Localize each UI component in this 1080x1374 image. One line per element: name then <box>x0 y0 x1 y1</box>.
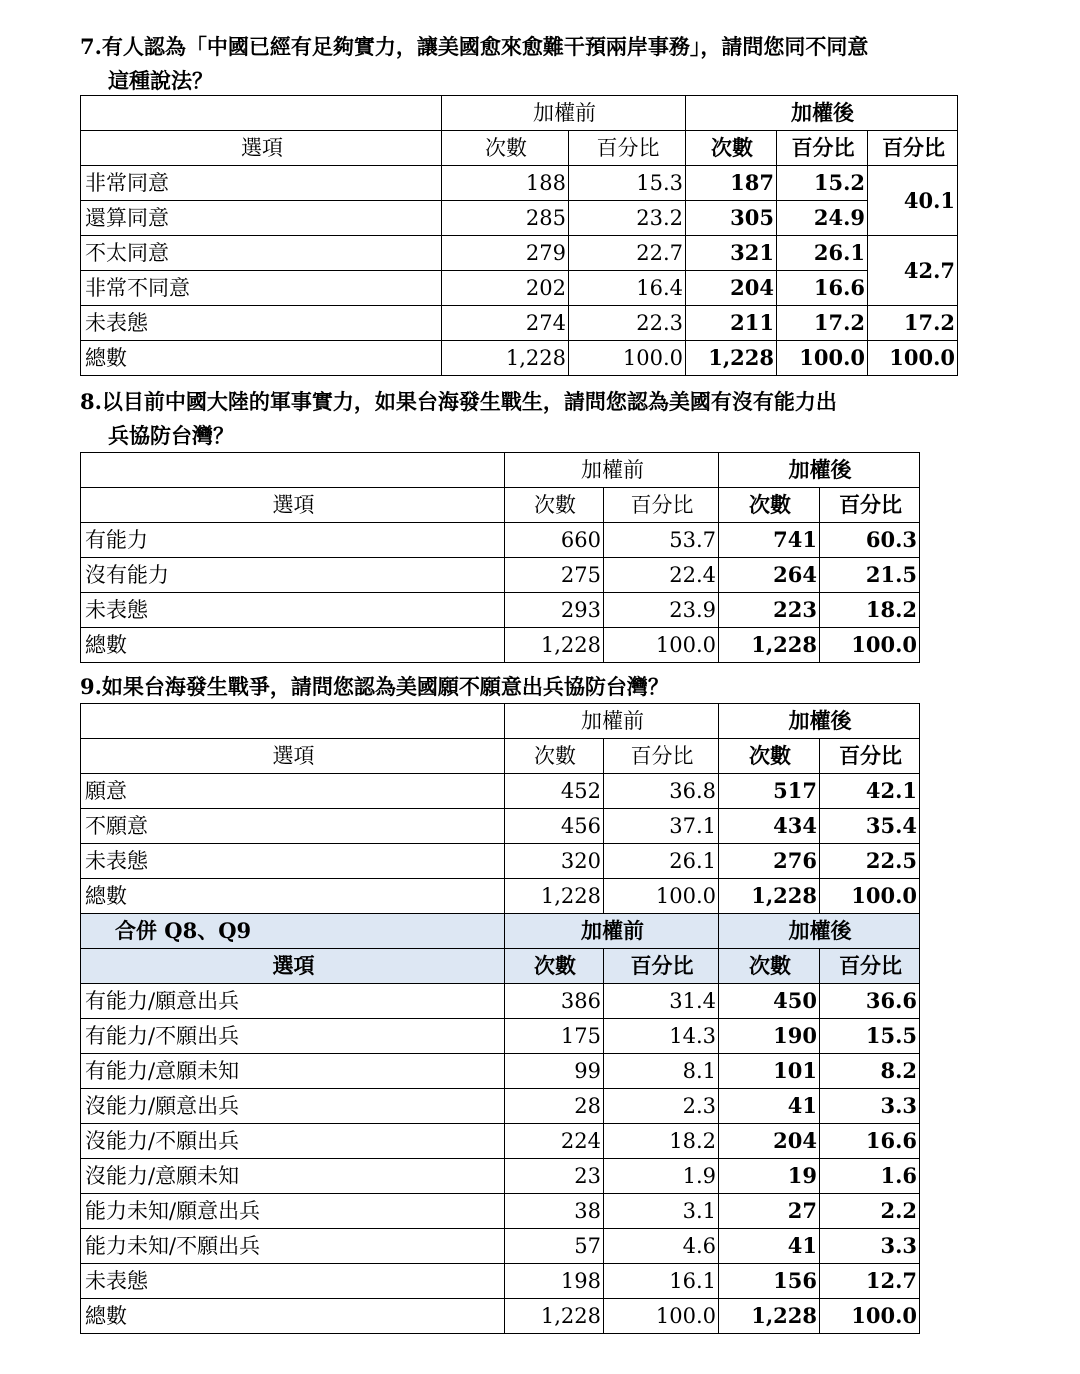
table-row <box>81 1159 920 1194</box>
count-before: 198 <box>505 1264 604 1299</box>
count-before: 320 <box>505 844 604 879</box>
q7-title-line2: 這種說法？ <box>108 68 213 93</box>
pct-after: 16.6 <box>777 271 868 306</box>
q7-table <box>80 95 958 376</box>
count-after: 1,228 <box>719 628 820 663</box>
row-label: 未表態 <box>81 306 442 341</box>
q7-header-after: 加權後 <box>686 96 958 131</box>
q9-header-row2 <box>81 739 920 774</box>
count-before: 28 <box>505 1089 604 1124</box>
count-before: 285 <box>442 201 569 236</box>
q8-header-count-after: 次數 <box>719 488 820 523</box>
pct-after: 22.5 <box>820 844 920 879</box>
count-after: 223 <box>719 593 820 628</box>
row-label: 非常同意 <box>81 166 442 201</box>
q9-header-count-after: 次數 <box>719 739 820 774</box>
count-before: 224 <box>505 1124 604 1159</box>
q7-title-line1: 7.有人認為「中國已經有足夠實力，讓美國愈來愈難干預兩岸事務」，請問您同不同意 <box>80 34 869 59</box>
count-after: 264 <box>719 558 820 593</box>
table-row <box>81 306 958 341</box>
count-before: 456 <box>505 809 604 844</box>
q7-header-count-before: 次數 <box>442 131 569 166</box>
q7-title <box>80 30 868 98</box>
count-after: 517 <box>719 774 820 809</box>
count-before: 293 <box>505 593 604 628</box>
row-label: 總數 <box>81 879 505 914</box>
pct-before: 4.6 <box>604 1229 719 1264</box>
pct-after: 8.2 <box>820 1054 920 1089</box>
pct-before: 53.7 <box>604 523 719 558</box>
pct-after: 35.4 <box>820 809 920 844</box>
merged-header-after: 加權後 <box>719 914 920 949</box>
q9-header-blank <box>81 704 505 739</box>
q7-header-row2 <box>81 131 958 166</box>
q9-title-line1: 9.如果台海發生戰爭，請問您認為美國願不願意出兵協防台灣？ <box>80 674 669 699</box>
row-label: 不太同意 <box>81 236 442 271</box>
pct-after: 12.7 <box>820 1264 920 1299</box>
count-before: 1,228 <box>505 628 604 663</box>
count-before: 23 <box>505 1159 604 1194</box>
pct-after: 100.0 <box>777 341 868 376</box>
pct-after: 16.6 <box>820 1124 920 1159</box>
row-label: 未表態 <box>81 844 505 879</box>
merged-header-pct-after: 百分比 <box>820 949 920 984</box>
pct-before: 14.3 <box>604 1019 719 1054</box>
row-label: 能力未知/願意出兵 <box>81 1194 505 1229</box>
row-label: 未表態 <box>81 1264 505 1299</box>
count-after: 1,228 <box>719 879 820 914</box>
count-after: 321 <box>686 236 777 271</box>
count-after: 204 <box>686 271 777 306</box>
pct-after: 2.2 <box>820 1194 920 1229</box>
table-row <box>81 844 920 879</box>
q7-header-blank <box>81 96 442 131</box>
q8-header-pct-after: 百分比 <box>820 488 920 523</box>
table-row <box>81 1124 920 1159</box>
row-label: 總數 <box>81 628 505 663</box>
pct-before: 100.0 <box>604 879 719 914</box>
q9-header-before: 加權前 <box>505 704 719 739</box>
row-label: 總數 <box>81 1299 505 1334</box>
pct-before: 16.1 <box>604 1264 719 1299</box>
count-before: 57 <box>505 1229 604 1264</box>
q8-title-line2: 兵協防台灣？ <box>108 423 234 448</box>
pct-before: 100.0 <box>604 628 719 663</box>
table-row <box>81 1229 920 1264</box>
count-before: 386 <box>505 984 604 1019</box>
q8-header-row1 <box>81 453 920 488</box>
q8-header-row2 <box>81 488 920 523</box>
table-row <box>81 271 958 306</box>
count-before: 275 <box>505 558 604 593</box>
pct-after: 15.2 <box>777 166 868 201</box>
pct-before: 36.8 <box>604 774 719 809</box>
pct-after: 36.6 <box>820 984 920 1019</box>
merged-header-before: 加權前 <box>505 914 719 949</box>
table-row <box>81 1089 920 1124</box>
count-after: 27 <box>719 1194 820 1229</box>
table-row <box>81 1299 920 1334</box>
table-row <box>81 236 958 271</box>
pct-after: 26.1 <box>777 236 868 271</box>
pct-before: 100.0 <box>604 1299 719 1334</box>
table-row <box>81 593 920 628</box>
row-label: 總數 <box>81 341 442 376</box>
count-before: 274 <box>442 306 569 341</box>
pct-before: 100.0 <box>569 341 686 376</box>
pct-before: 3.1 <box>604 1194 719 1229</box>
row-label: 有能力/願意出兵 <box>81 984 505 1019</box>
count-before: 279 <box>442 236 569 271</box>
pct-after: 100.0 <box>820 879 920 914</box>
table-row <box>81 809 920 844</box>
pct-before: 22.3 <box>569 306 686 341</box>
merged-header-option: 選項 <box>81 949 505 984</box>
row-label: 沒能力/願意出兵 <box>81 1089 505 1124</box>
combined-disagree: 42.7 <box>868 236 958 306</box>
pct-before: 15.3 <box>569 166 686 201</box>
combined-agree: 40.1 <box>868 166 958 236</box>
q9-header-pct-before: 百分比 <box>604 739 719 774</box>
table-row <box>81 341 958 376</box>
pct-after: 24.9 <box>777 201 868 236</box>
pct-before: 22.7 <box>569 236 686 271</box>
pct-after: 15.5 <box>820 1019 920 1054</box>
pct-before: 18.2 <box>604 1124 719 1159</box>
count-before: 1,228 <box>442 341 569 376</box>
merged-header-pct-before: 百分比 <box>604 949 719 984</box>
table-row <box>81 774 920 809</box>
pct-after: 21.5 <box>820 558 920 593</box>
q7-header-pct-after: 百分比 <box>777 131 868 166</box>
row-label: 不願意 <box>81 809 505 844</box>
pct-after: 100.0 <box>820 628 920 663</box>
q8-header-after: 加權後 <box>719 453 920 488</box>
pct-after: 3.3 <box>820 1229 920 1264</box>
count-before: 660 <box>505 523 604 558</box>
table-row <box>81 984 920 1019</box>
row-label: 有能力/意願未知 <box>81 1054 505 1089</box>
row-label: 沒能力/不願出兵 <box>81 1124 505 1159</box>
table-row <box>81 201 958 236</box>
q7-header-pct-before: 百分比 <box>569 131 686 166</box>
combined-total: 100.0 <box>868 341 958 376</box>
q7-header-count-after: 次數 <box>686 131 777 166</box>
table-row <box>81 1054 920 1089</box>
row-label: 還算同意 <box>81 201 442 236</box>
count-before: 202 <box>442 271 569 306</box>
count-after: 190 <box>719 1019 820 1054</box>
count-after: 19 <box>719 1159 820 1194</box>
count-after: 41 <box>719 1229 820 1264</box>
pct-before: 23.9 <box>604 593 719 628</box>
q8-header-before: 加權前 <box>505 453 719 488</box>
pct-before: 37.1 <box>604 809 719 844</box>
merged-header-row2 <box>81 949 920 984</box>
pct-after: 1.6 <box>820 1159 920 1194</box>
merged-title: 合併 Q8、Q9 <box>81 914 505 949</box>
count-after: 305 <box>686 201 777 236</box>
pct-after: 18.2 <box>820 593 920 628</box>
merged-header-row1 <box>81 914 920 949</box>
pct-before: 16.4 <box>569 271 686 306</box>
table-row <box>81 523 920 558</box>
pct-after: 17.2 <box>777 306 868 341</box>
q9-header-pct-after: 百分比 <box>820 739 920 774</box>
count-after: 204 <box>719 1124 820 1159</box>
count-after: 276 <box>719 844 820 879</box>
count-after: 1,228 <box>686 341 777 376</box>
row-label: 沒有能力 <box>81 558 505 593</box>
row-label: 未表態 <box>81 593 505 628</box>
merged-header-count-before: 次數 <box>505 949 604 984</box>
count-before: 38 <box>505 1194 604 1229</box>
table-row <box>81 879 920 914</box>
row-label: 非常不同意 <box>81 271 442 306</box>
q8-table <box>80 452 920 663</box>
table-row <box>81 1194 920 1229</box>
row-label: 有能力 <box>81 523 505 558</box>
q7-header-row1 <box>81 96 958 131</box>
q9-header-count-before: 次數 <box>505 739 604 774</box>
pct-before: 2.3 <box>604 1089 719 1124</box>
pct-after: 100.0 <box>820 1299 920 1334</box>
pct-before: 31.4 <box>604 984 719 1019</box>
pct-after: 42.1 <box>820 774 920 809</box>
q8-header-option: 選項 <box>81 488 505 523</box>
q8-header-count-before: 次數 <box>505 488 604 523</box>
table-row <box>81 1019 920 1054</box>
pct-after: 60.3 <box>820 523 920 558</box>
q9-table <box>80 703 920 1334</box>
count-after: 1,228 <box>719 1299 820 1334</box>
count-before: 99 <box>505 1054 604 1089</box>
count-after: 101 <box>719 1054 820 1089</box>
row-label: 願意 <box>81 774 505 809</box>
table-row <box>81 1264 920 1299</box>
q7-header-option: 選項 <box>81 131 442 166</box>
count-after: 187 <box>686 166 777 201</box>
count-before: 1,228 <box>505 1299 604 1334</box>
table-row <box>81 628 920 663</box>
q8-header-pct-before: 百分比 <box>604 488 719 523</box>
q7-header-before: 加權前 <box>442 96 686 131</box>
count-before: 1,228 <box>505 879 604 914</box>
row-label: 能力未知/不願出兵 <box>81 1229 505 1264</box>
row-label: 沒能力/意願未知 <box>81 1159 505 1194</box>
q9-header-after: 加權後 <box>719 704 920 739</box>
pct-before: 26.1 <box>604 844 719 879</box>
pct-before: 23.2 <box>569 201 686 236</box>
count-after: 41 <box>719 1089 820 1124</box>
pct-after: 3.3 <box>820 1089 920 1124</box>
merged-header-count-after: 次數 <box>719 949 820 984</box>
q9-title <box>80 670 669 704</box>
pct-before: 8.1 <box>604 1054 719 1089</box>
table-row <box>81 558 920 593</box>
table-row <box>81 166 958 201</box>
count-after: 156 <box>719 1264 820 1299</box>
pct-before: 1.9 <box>604 1159 719 1194</box>
q9-header-option: 選項 <box>81 739 505 774</box>
row-label: 有能力/不願出兵 <box>81 1019 505 1054</box>
pct-before: 22.4 <box>604 558 719 593</box>
count-before: 452 <box>505 774 604 809</box>
q9-header-row1 <box>81 704 920 739</box>
count-before: 175 <box>505 1019 604 1054</box>
q8-title-line1: 8.以目前中國大陸的軍事實力，如果台海發生戰生，請問您認為美國有沒有能力出 <box>80 389 837 414</box>
count-after: 450 <box>719 984 820 1019</box>
count-before: 188 <box>442 166 569 201</box>
count-after: 434 <box>719 809 820 844</box>
q7-header-pct-combined: 百分比 <box>868 131 958 166</box>
count-after: 741 <box>719 523 820 558</box>
q8-header-blank <box>81 453 505 488</box>
count-after: 211 <box>686 306 777 341</box>
q8-title <box>80 385 837 453</box>
combined-undecided: 17.2 <box>868 306 958 341</box>
